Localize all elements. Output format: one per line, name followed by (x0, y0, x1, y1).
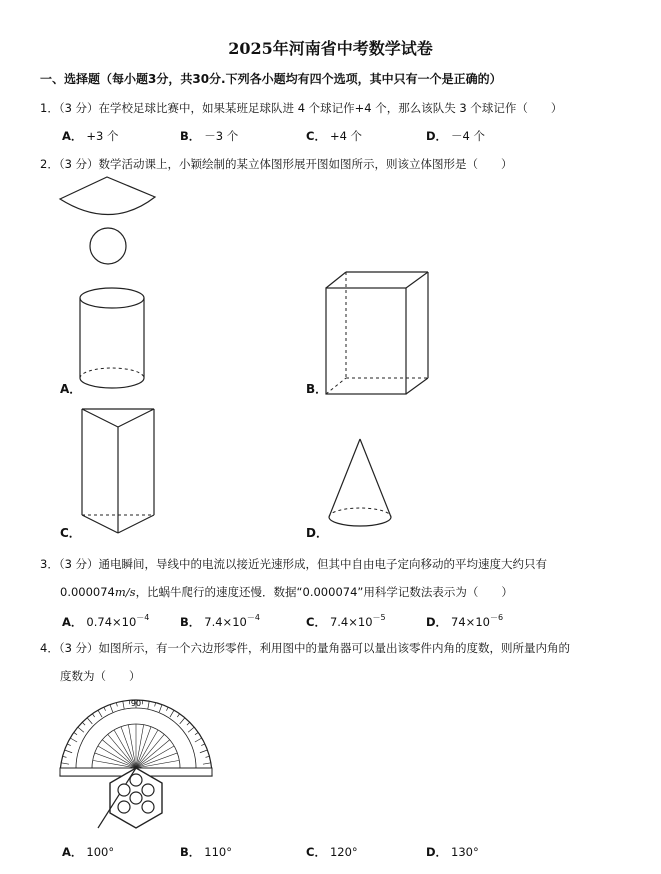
q1-option-a[interactable] (62, 128, 119, 144)
option-exponent: －6 (489, 613, 504, 622)
speed-unit: m/s (114, 585, 136, 599)
protractor-label: 90 (130, 699, 142, 708)
q4-option-a[interactable] (62, 844, 114, 860)
q4-option-c[interactable] (306, 844, 358, 860)
question-3-line2 (60, 584, 513, 600)
protractor-diagram (58, 694, 218, 830)
triangular-prism-figure (80, 405, 160, 537)
option-letter: C． (306, 615, 326, 629)
speed-value: 0.000074 (60, 585, 115, 599)
option-exponent: －4 (136, 613, 150, 622)
cone-figure (326, 437, 396, 537)
q4-option-b[interactable] (180, 844, 232, 860)
option-letter: B． (180, 615, 201, 629)
option-text: 130° (451, 845, 479, 859)
option-text: +4 个 (329, 129, 363, 143)
option-letter: A． (62, 615, 83, 629)
option-text: +3 个 (86, 129, 119, 143)
q1-option-c[interactable] (306, 128, 362, 144)
q2-option-c[interactable]: C． (60, 526, 81, 540)
option-text: 100° (86, 845, 115, 859)
option-text: 110° (204, 845, 232, 859)
question-1-text: 1．（3 分）在学校足球比赛中，如果某班足球队进 4 个球记作+4 个，那么该队失 3 个球记作（ ） (40, 101, 563, 115)
protractor (60, 699, 212, 776)
page-title: 2025年河南省中考数学试卷 (228, 39, 433, 58)
question-4-line1: 4．（3 分）如图所示，有一个六边形零件，利用图中的量角器可以量出该零件内角的度数，则所量内角的 (40, 641, 571, 655)
option-letter: B． (180, 845, 201, 859)
option-letter: D． (426, 845, 448, 859)
question-3-line1: 3．（3 分）通电瞬间，导线中的电流以接近光速形成，但其中自由电子定向移动的平均速度大约只有 (40, 557, 548, 571)
q2-option-d[interactable]: D． (306, 526, 328, 540)
option-text: 120° (329, 845, 358, 859)
option-base: 7.4×10 (204, 615, 247, 629)
option-letter: A． (62, 845, 83, 859)
q3-option-a[interactable] (62, 612, 149, 630)
prism-figure (322, 270, 434, 400)
option-letter: D． (426, 615, 448, 629)
net-diagram (55, 175, 165, 275)
question-3-suffix: ，比蜗牛爬行的速度还慢．数据“0.000074”用科学记数法表示为（ ） (135, 585, 513, 599)
q2-option-a[interactable]: A． (60, 382, 82, 396)
q1-option-d[interactable] (426, 128, 485, 144)
question-4-line2: 度数为（ ） (60, 669, 141, 683)
q1-option-b[interactable] (180, 128, 238, 144)
q4-option-d[interactable] (426, 844, 479, 860)
cylinder-figure (78, 285, 154, 395)
option-letter: C． (306, 129, 326, 143)
q3-option-b[interactable] (180, 612, 260, 630)
section-heading: 一、选择题（每小题3分，共30分.下列各小题均有四个选项，其中只有一个是正确的） (40, 72, 502, 86)
option-exponent: －4 (246, 613, 260, 622)
option-letter: B． (180, 129, 201, 143)
option-letter: D． (426, 129, 448, 143)
option-base: 0.74×10 (86, 615, 137, 629)
hexagon-part (98, 768, 162, 828)
option-exponent: －5 (372, 613, 386, 622)
option-text: －4 个 (451, 129, 486, 143)
option-base: 74×10 (451, 615, 490, 629)
option-base: 7.4×10 (329, 615, 373, 629)
q3-option-c[interactable] (306, 612, 386, 630)
q3-option-d[interactable] (426, 612, 503, 630)
q2-option-b[interactable]: B． (306, 382, 328, 396)
option-letter: A． (62, 129, 83, 143)
option-text: －3 个 (204, 129, 239, 143)
option-letter: C． (306, 845, 326, 859)
question-2-text: 2．（3 分）数学活动课上，小颖绘制的某立体图形展开图如图所示，则该立体图形是（ ） (40, 157, 513, 171)
